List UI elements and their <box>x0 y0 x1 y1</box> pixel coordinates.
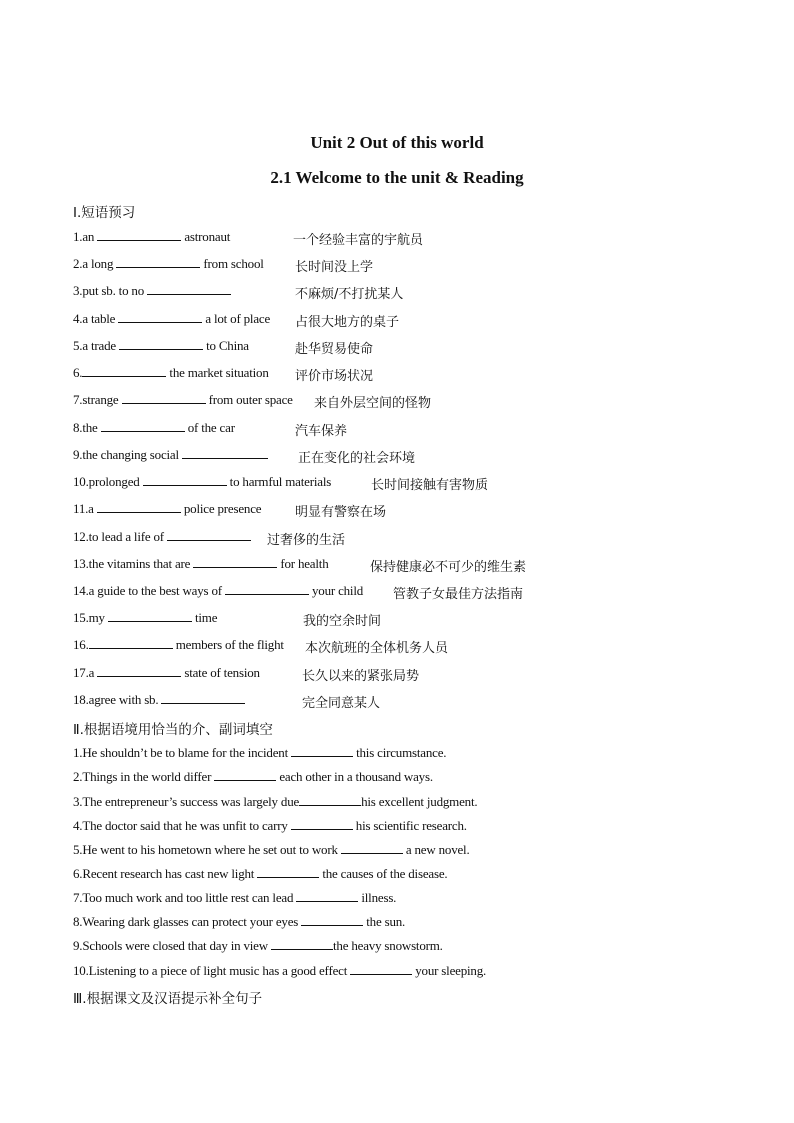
phrase-item: 12.to lead a life of <box>73 529 251 545</box>
phrase-translation: 保持健康必不可少的维生素 <box>370 560 527 575</box>
phrase-item: 16. members of the flight <box>73 637 284 652</box>
answer-blank[interactable] <box>97 229 181 241</box>
phrase-item: 8.the of the car <box>73 420 235 435</box>
phrase-item: 13.the vitamins that are for health <box>73 556 329 571</box>
phrase-item: 14.a guide to the best ways of your child <box>73 583 364 598</box>
phrase-translation: 过奢侈的生活 <box>267 533 346 548</box>
phrase-translation: 不麻烦/不打扰某人 <box>295 287 404 302</box>
answer-blank[interactable] <box>147 283 231 295</box>
answer-blank[interactable] <box>116 256 200 268</box>
answer-blank[interactable] <box>193 556 277 568</box>
answer-blank[interactable] <box>291 818 353 830</box>
answer-blank[interactable] <box>122 392 206 404</box>
answer-blank[interactable] <box>89 637 173 649</box>
phrase-translation: 管教子女最佳方法指南 <box>393 587 524 602</box>
answer-blank[interactable] <box>350 963 412 975</box>
answer-blank[interactable] <box>291 745 353 757</box>
sentence-item: 1.He shouldn’t be to blame for the incident this circumstance. <box>73 745 447 760</box>
section-3-heading: Ⅲ.根据课文及汉语提示补全句子 <box>73 991 263 1007</box>
page-subtitle: 2.1 Welcome to the unit & Reading <box>270 168 524 187</box>
phrase-translation: 汽车保养 <box>295 424 348 439</box>
sentence-item: 6.Recent research has cast new light the causes of the disease. <box>73 866 448 881</box>
phrase-translation: 长久以来的紧张局势 <box>302 669 420 684</box>
phrase-translation: 占很大地方的桌子 <box>295 315 400 330</box>
phrase-item: 10.prolonged to harmful materials <box>73 474 332 489</box>
sentence-item: 2.Things in the world differ each other in a thousand ways. <box>73 769 433 784</box>
sentence-item: 5.He went to his hometown where he set out to work a new novel. <box>73 842 470 857</box>
phrase-item: 11.a police presence <box>73 501 262 516</box>
phrase-translation: 一个经验丰富的宇航员 <box>293 233 424 248</box>
phrase-translation: 完全同意某人 <box>302 696 381 711</box>
phrase-translation: 本次航班的全体机务人员 <box>305 641 449 656</box>
phrase-item: 1.an astronaut <box>73 229 231 244</box>
answer-blank[interactable] <box>341 842 403 854</box>
answer-blank[interactable] <box>108 610 192 622</box>
answer-blank[interactable] <box>271 938 333 950</box>
phrase-item: 2.a long from school <box>73 256 264 271</box>
sentence-item: 9.Schools were closed that day in view the heavy snowstorm. <box>73 938 443 953</box>
phrase-translation: 评价市场状况 <box>295 369 374 384</box>
answer-blank[interactable] <box>182 447 268 459</box>
sentence-item: 10.Listening to a piece of light music has a good effect your sleeping. <box>73 963 487 978</box>
phrase-translation: 长时间没上学 <box>295 260 374 275</box>
answer-blank[interactable] <box>97 501 181 513</box>
answer-blank[interactable] <box>118 311 202 323</box>
phrase-translation: 长时间接触有害物质 <box>371 478 489 493</box>
answer-blank[interactable] <box>143 474 227 486</box>
answer-blank[interactable] <box>82 365 166 377</box>
phrase-item: 5.a trade to China <box>73 338 249 353</box>
section-1-heading: Ⅰ.短语预习 <box>73 205 136 221</box>
phrase-translation: 赴华贸易使命 <box>295 342 374 357</box>
phrase-translation: 我的空余时间 <box>303 614 382 629</box>
phrase-item: 3.put sb. to no <box>73 283 231 299</box>
sentence-item: 3.The entrepreneur’s success was largely due his excellent judgment. <box>73 794 478 809</box>
page-title: Unit 2 Out of this world <box>310 133 484 152</box>
phrase-item: 17.a state of tension <box>73 665 260 680</box>
answer-blank[interactable] <box>119 338 203 350</box>
answer-blank[interactable] <box>301 914 363 926</box>
sentence-item: 4.The doctor said that he was unfit to carry his scientific research. <box>73 818 467 833</box>
phrase-item: 9.the changing social <box>73 447 268 463</box>
phrase-item: 6. the market situation <box>73 365 269 380</box>
answer-blank[interactable] <box>167 529 251 541</box>
phrase-translation: 来自外层空间的怪物 <box>314 396 432 411</box>
section-2-heading: Ⅱ.根据语境用恰当的介、副词填空 <box>73 722 273 738</box>
phrase-item: 7.strange from outer space <box>73 392 293 407</box>
sentence-item: 7.Too much work and too little rest can lead illness. <box>73 890 397 905</box>
answer-blank[interactable] <box>161 692 245 704</box>
answer-blank[interactable] <box>101 420 185 432</box>
phrase-item: 4.a table a lot of place <box>73 311 271 326</box>
phrase-item: 18.agree with sb. <box>73 692 245 708</box>
answer-blank[interactable] <box>225 583 309 595</box>
answer-blank[interactable] <box>296 890 358 902</box>
answer-blank[interactable] <box>214 769 276 781</box>
sentence-item: 8.Wearing dark glasses can protect your eyes the sun. <box>73 914 406 929</box>
answer-blank[interactable] <box>97 665 181 677</box>
phrase-translation: 正在变化的社会环境 <box>298 451 416 466</box>
answer-blank[interactable] <box>257 866 319 878</box>
phrase-item: 15.my time <box>73 610 218 625</box>
phrase-translation: 明显有警察在场 <box>295 505 387 520</box>
answer-blank[interactable] <box>299 794 361 806</box>
